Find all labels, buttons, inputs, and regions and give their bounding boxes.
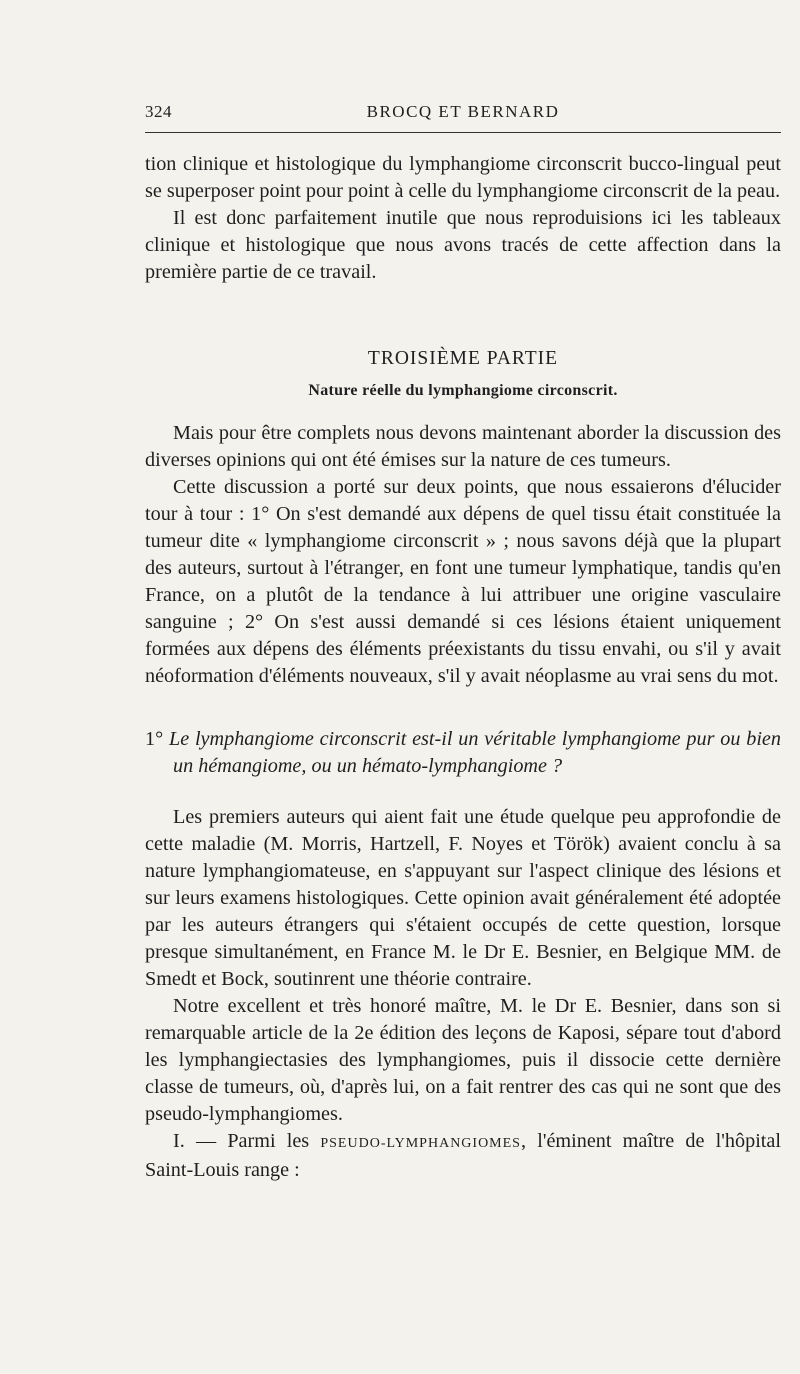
paragraph-4: Cette discussion a porté sur deux points, que nous essaierons d'élucider tour à tour : 1° On s'est demandé aux dépens de quel tissu était constituée la tumeur dite « lymphangiome circonscrit » ; nous savons déjà que la plupart des auteurs, surtout à l'étranger, en font une tumeur lymphatique, tandis qu'en France, on a plutôt de la tendance à lui attribuer une origine vasculaire sanguine ; 2° On s'est aussi demandé si ces lésions étaient uniquement formées aux dépens des éléments préexistants du tissu envahi, ou s'il y avait néoformation d'éléments nouveaux, s'il y avait néoplasme au vrai sens du mot. xyxy=(145,476,781,687)
paragraph-7-lead: I. — Parmi les xyxy=(173,1130,321,1152)
header-rule xyxy=(145,132,781,133)
paragraph-3: Mais pour être complets nous devons maintenant aborder la discussion des diverses opinions qui ont été émises sur la nature de ces tumeurs. xyxy=(145,422,781,471)
paragraph-7-tail: , l'éminent maître de l'hôpital Saint-Louis range : xyxy=(145,1130,781,1181)
question-heading xyxy=(145,726,781,780)
running-title: BROCQ ET BERNARD xyxy=(366,102,560,121)
question-text: Le lymphangiome circonscrit est-il un véritable lymphangiome pur ou bien un hémangiome, ou un hémato-lymphangiome ? xyxy=(168,728,781,777)
paragraph-7 xyxy=(145,1128,781,1184)
document-page xyxy=(145,98,781,1184)
running-head xyxy=(145,98,781,128)
section-subtitle: Nature réelle du lymphangiome circonscrit. xyxy=(308,382,618,399)
question-number: 1° xyxy=(145,728,164,750)
paragraph-6: Notre excellent et très honoré maître, M. le Dr E. Besnier, dans son si remarquable article de la 2e édition des leçons de Kaposi, sépare tout d'abord les lymphangiectasies des lymphangiomes, puis il dissocie cette dernière classe de tumeurs, où, d'après lui, on a fait rentrer des cas qui ne sont que des pseudo-lymphangiomes. xyxy=(145,995,781,1125)
page-number: 324 xyxy=(145,102,172,121)
paragraph-1: tion clinique et histologique du lymphangiome circonscrit bucco-lingual peut se superposer point pour point à celle du lymphangiome circonscrit de la peau. xyxy=(145,153,781,202)
paragraph-5: Les premiers auteurs qui aient fait une étude quelque peu approfondie de cette maladie (M. Morris, Hartzell, F. Noyes et Török) avaient conclu à sa nature lymphangiomateuse, en s'appuyant sur l'aspect clinique des lésions et sur leurs examens histologiques. Cette opinion avait généralement été adoptée par les auteurs étrangers qui s'étaient occupés de cette question, lorsque presque simultanément, en France M. le Dr E. Besnier, en Belgique MM. de Smedt et Bock, soutinrent une théorie contraire. xyxy=(145,806,781,990)
pseudo-lymphangiomes-smallcaps: PSEUDO-LYMPHANGIOMES xyxy=(320,1136,521,1151)
paragraph-2: Il est donc parfaitement inutile que nous reproduisions ici les tableaux clinique et histologique que nous avons tracés de cette affection dans la première partie de ce travail. xyxy=(145,207,781,283)
part-title: TROISIÈME PARTIE xyxy=(367,348,559,369)
